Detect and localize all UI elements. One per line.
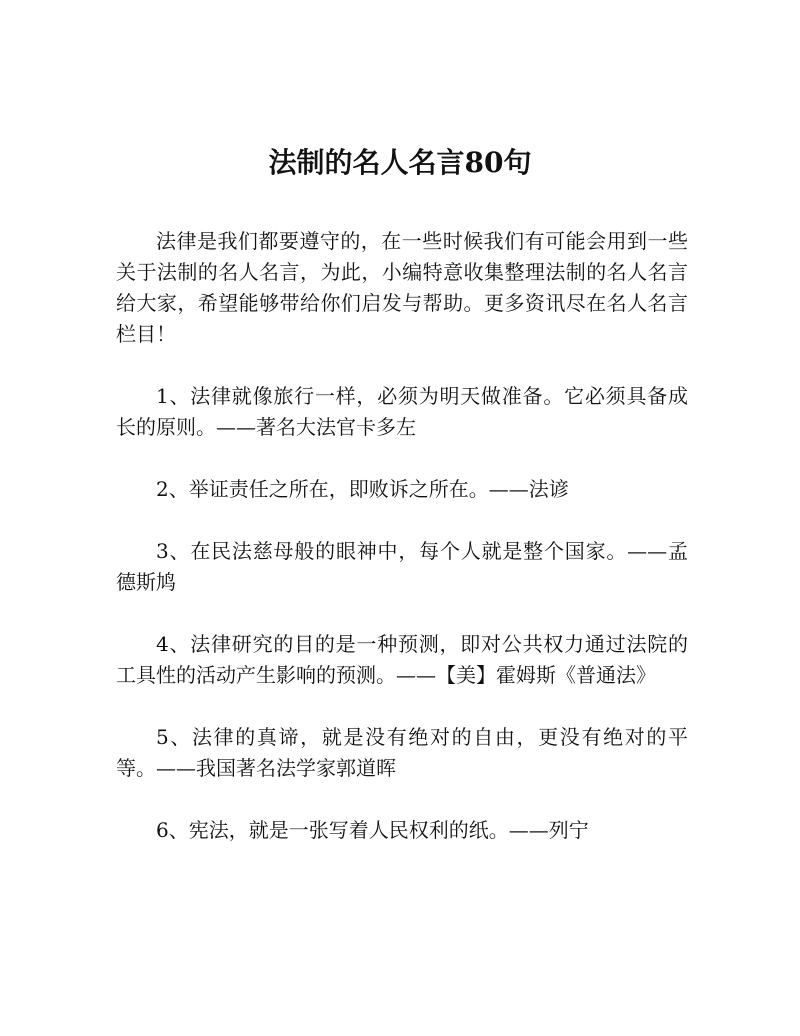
quote-2: 2、举证责任之所在，即败诉之所在。——法谚 [156,477,569,501]
intro-paragraph: 法律是我们都要遵守的，在一些时候我们有可能会用到一些关于法制的名人名言，为此，小编特意收集整理法制的名人名言给大家，希望能够带给你们启发与帮助。更多资讯尽在名人名言栏目！ [116,229,688,346]
document-body [116,226,688,846]
quote-1: 1、法律就像旅行一样，必须为明天做准备。它必须具备成长的原则。——著名大法官卡多左 [116,384,688,439]
quote-5: 5、法律的真谛，就是没有绝对的自由，更没有绝对的平等。——我国著名法学家郭道晖 [116,725,688,780]
quote-4: 4、法律研究的目的是一种预测，即对公共权力通过法院的工具性的活动产生影响的预测。——【美】霍姆斯《普通法》 [116,632,688,687]
page-title: 法制的名人名言80句 [268,145,532,179]
quote-6: 6、宪法，就是一张写着人民权利的纸。——列宁 [156,818,589,842]
quote-3: 3、在民法慈母般的眼神中，每个人就是整个国家。——孟德斯鸠 [116,539,688,594]
